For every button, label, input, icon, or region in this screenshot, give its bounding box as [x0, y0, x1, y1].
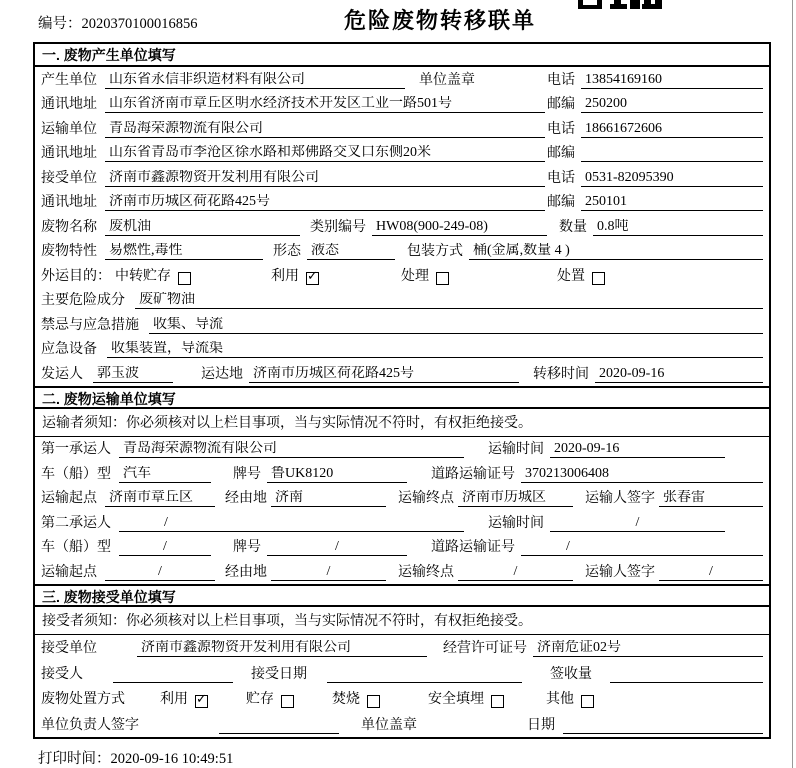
- carrier2-time-label: 运输时间: [488, 515, 544, 531]
- manifest-form: [33, 42, 771, 739]
- disposal-option-label: 焚烧: [332, 692, 360, 707]
- vehicle2-permit-value: /: [521, 539, 763, 556]
- emergency-equipment-row: [35, 337, 769, 362]
- print-time: [38, 747, 233, 768]
- route1-start-value: 济南市章丘区: [105, 490, 215, 507]
- document-number-value: 2020370100016856: [81, 16, 198, 32]
- section1-header: 一. 废物产生单位填写: [35, 44, 769, 67]
- waste-qty-value: 0.8吨: [593, 219, 763, 236]
- checkmark: ✓: [307, 268, 318, 284]
- operating-permit-label: 经营许可证号: [443, 641, 527, 656]
- vehicle2-permit-label: 道路运输证号: [431, 540, 515, 555]
- vehicle1-plate-label: 牌号: [233, 466, 261, 482]
- carrier2-row: [35, 510, 769, 535]
- transporter-value: 青岛海荣源物流有限公司: [105, 121, 545, 138]
- purpose-option-treat: [401, 269, 449, 285]
- transporter-label: 运输单位: [41, 121, 97, 137]
- waste-form-value: 液态: [307, 243, 395, 260]
- producer-value: 山东省永信非织造材料有限公司: [105, 72, 405, 89]
- purpose-option-label: 中转贮存: [115, 268, 171, 284]
- acceptor-value: [113, 666, 233, 683]
- producer-zip-value: 250200: [581, 96, 763, 113]
- dispatcher-label: 发运人: [41, 366, 83, 382]
- destination-label: 运达地: [201, 366, 243, 382]
- responsible-signature-label: 单位负责人签字: [41, 717, 139, 733]
- operating-permit-value: 济南危证02号: [533, 640, 763, 657]
- transfer-time-label: 转移时间: [533, 366, 589, 382]
- dispatcher-value: 郭玉波: [93, 366, 173, 383]
- carrier1-row: [35, 437, 769, 462]
- dispatch-row: [35, 361, 769, 386]
- emergency-equipment-label: 应急设备: [41, 342, 97, 357]
- carrier1-time-label: 运输时间: [488, 442, 544, 457]
- checkbox: [367, 695, 380, 708]
- waste-name-label: 废物名称: [41, 219, 97, 235]
- disposal-method-row: [35, 686, 769, 712]
- transporter-zip-value: [581, 145, 763, 162]
- hazard-components-value: 废矿物油: [135, 292, 763, 309]
- route2-sign-label: 运输人签字: [585, 564, 655, 580]
- signed-quantity-value: [610, 666, 763, 683]
- waste-props-value: 易燃性,毒性: [105, 243, 263, 260]
- seal-date-value: [563, 717, 763, 734]
- waste-name-row: [35, 214, 769, 239]
- transporter-phone-label: 电话: [547, 121, 575, 137]
- vehicle2-plate-label: 牌号: [233, 540, 261, 555]
- producer-row: [35, 67, 769, 92]
- waste-props-row: [35, 239, 769, 264]
- page-title: 危险废物转移联单: [343, 8, 536, 33]
- disposal-option-label: 安全填埋: [428, 692, 484, 707]
- signature-row: [35, 711, 769, 737]
- producer-phone-value: 13854169160: [581, 72, 763, 89]
- route1-end-label: 运输终点: [398, 491, 454, 506]
- receiver-row: [35, 165, 769, 190]
- route1-via-value: 济南: [271, 490, 386, 507]
- route1-sign-value: 张春雷: [659, 490, 763, 507]
- carrier2-time-value: /: [550, 515, 725, 532]
- route2-via-value: /: [271, 564, 386, 581]
- receiver-zip-value: 250101: [581, 194, 763, 211]
- disposal-option-label: 其他: [546, 692, 574, 707]
- accept-date-label: 接受日期: [251, 666, 307, 682]
- waste-code-label: 类别编号: [310, 219, 366, 235]
- acceptor-label: 接受人: [41, 666, 83, 682]
- producer-seal-label: 单位盖章: [419, 72, 475, 88]
- section2-header: 二. 废物运输单位填写: [35, 386, 769, 409]
- vehicle1-type-value: 汽车: [119, 466, 211, 483]
- unit-seal-label: 单位盖章: [361, 717, 417, 733]
- carrier1-label: 第一承运人: [41, 442, 111, 457]
- qr-code-fragment-icon: [578, 0, 662, 9]
- receiver-value: 济南市鑫源物资开发利用有限公司: [105, 170, 545, 187]
- disposal-method-label: 废物处置方式: [41, 692, 125, 707]
- transfer-purpose-label: 外运目的：: [41, 268, 111, 284]
- waste-qty-label: 数量: [559, 219, 587, 235]
- route2-sign-value: /: [659, 564, 763, 581]
- taboo-measures-value: 收集、导流: [149, 317, 763, 334]
- route2-via-label: 经由地: [225, 564, 267, 580]
- purpose-option-label: 利用: [271, 268, 299, 284]
- transporter-address-row: [35, 141, 769, 166]
- receiver-phone-value: 0531-82095390: [581, 170, 763, 187]
- waste-code-value: HW08(900-249-08): [372, 219, 547, 236]
- vehicle1-permit-value: 370213006408: [521, 466, 763, 483]
- vehicle1-permit-label: 道路运输证号: [431, 466, 515, 482]
- receiver-address-row: [35, 190, 769, 215]
- disposal-option-other: [546, 692, 594, 708]
- print-time-label: 打印时间：: [38, 751, 111, 767]
- receiver-address-value: 济南市历城区荷花路425号: [105, 194, 545, 211]
- route1-row: [35, 486, 769, 511]
- purpose-option-utilize: [271, 269, 319, 285]
- receive-unit-value: 济南市鑫源物资开发利用有限公司: [137, 640, 427, 657]
- transfer-time-value: 2020-09-16: [595, 366, 763, 383]
- vehicle2-type-label: 车（船）型: [41, 540, 111, 555]
- route2-end-label: 运输终点: [398, 564, 454, 580]
- transporter-address-label: 通讯地址: [41, 146, 97, 161]
- producer-label: 产生单位: [41, 72, 97, 88]
- transporter-zip-label: 邮编: [547, 146, 575, 161]
- vehicle2-type-value: /: [119, 539, 211, 556]
- purpose-option-transfer-storage: [115, 269, 191, 285]
- waste-pack-value: 桶(金属,数量 4 ): [469, 243, 763, 260]
- route1-via-label: 经由地: [225, 491, 267, 506]
- section3-header: 三. 废物接受单位填写: [35, 584, 769, 607]
- receive-unit-label: 接受单位: [41, 641, 97, 656]
- purpose-option-dispose: [557, 269, 605, 285]
- checkbox: [436, 272, 449, 285]
- carrier1-time-value: 2020-09-16: [550, 441, 725, 458]
- disposal-option-utilize: [160, 692, 208, 708]
- route2-start-label: 运输起点: [41, 564, 97, 580]
- receive-unit-row: [35, 635, 769, 661]
- seal-date-label: 日期: [527, 717, 555, 733]
- transporter-phone-value: 18661672606: [581, 121, 763, 138]
- carrier1-value: 青岛海荣源物流有限公司: [119, 441, 464, 458]
- checkbox: [581, 695, 594, 708]
- route1-sign-label: 运输人签字: [585, 491, 655, 506]
- accept-row: [35, 660, 769, 686]
- disposal-option-landfill: [428, 692, 504, 708]
- producer-address-value: 山东省济南市章丘区明水经济技术开发区工业一路501号: [105, 96, 545, 113]
- receiver-zip-label: 邮编: [547, 195, 575, 210]
- disposal-option-incinerate: [332, 692, 380, 708]
- disposal-option-store: [246, 692, 294, 708]
- producer-phone-label: 电话: [547, 72, 575, 88]
- carrier2-value: /: [119, 515, 464, 532]
- section2-notice: 运输者须知：你必须核对以上栏目事项，当与实际情况不符时，有权拒绝接受。: [35, 409, 769, 437]
- waste-pack-label: 包装方式: [407, 244, 463, 259]
- disposal-option-label: 利用: [160, 692, 188, 707]
- vehicle2-plate-value: /: [267, 539, 407, 556]
- receiver-phone-label: 电话: [547, 170, 575, 186]
- vehicle1-row: [35, 461, 769, 486]
- purpose-option-label: 处置: [557, 268, 585, 284]
- disposal-option-label: 贮存: [246, 692, 274, 707]
- checkbox: [491, 695, 504, 708]
- waste-form-label: 形态: [273, 244, 301, 259]
- route2-row: [35, 559, 769, 584]
- transfer-purpose-row: [35, 263, 769, 288]
- waste-name-value: 废机油: [105, 219, 300, 236]
- producer-address-row: [35, 92, 769, 117]
- taboo-measures-row: [35, 312, 769, 337]
- carrier2-label: 第二承运人: [41, 515, 111, 531]
- checkbox: [178, 272, 191, 285]
- taboo-measures-label: 禁忌与应急措施: [41, 317, 139, 333]
- emergency-equipment-value: 收集装置，导流渠: [107, 341, 763, 358]
- hazard-components-label: 主要危险成分: [41, 293, 125, 308]
- transporter-address-value: 山东省青岛市李沧区徐水路和郑佛路交叉口东侧20米: [105, 145, 545, 162]
- checkbox-checked: [306, 268, 319, 285]
- print-time-value: 2020-09-16 10:49:51: [110, 751, 234, 767]
- purpose-option-label: 处理: [401, 268, 429, 284]
- transporter-row: [35, 116, 769, 141]
- signed-quantity-label: 签收量: [550, 666, 592, 682]
- receiver-address-label: 通讯地址: [41, 195, 97, 210]
- responsible-signature-value: [219, 717, 339, 734]
- document-number-label: 编号：: [38, 16, 82, 32]
- producer-zip-label: 邮编: [547, 97, 575, 112]
- route1-start-label: 运输起点: [41, 491, 97, 506]
- route2-end-value: /: [458, 564, 573, 581]
- vehicle1-plate-value: 鲁UK8120: [267, 466, 407, 483]
- receiver-label: 接受单位: [41, 170, 97, 186]
- checkbox: [592, 272, 605, 285]
- checkmark: ✓: [196, 692, 207, 707]
- checkbox-checked: [195, 692, 208, 708]
- accept-date-value: [327, 666, 522, 683]
- waste-props-label: 废物特性: [41, 244, 97, 259]
- destination-value: 济南市历城区荷花路425号: [249, 366, 519, 383]
- section3-notice: 接受者须知：你必须核对以上栏目事项，当与实际情况不符时，有权拒绝接受。: [35, 607, 769, 635]
- checkbox: [281, 695, 294, 708]
- vehicle2-row: [35, 535, 769, 560]
- hazard-components-row: [35, 288, 769, 313]
- page-edge-line: [792, 0, 793, 768]
- route2-start-value: /: [105, 564, 215, 581]
- producer-address-label: 通讯地址: [41, 97, 97, 112]
- vehicle1-type-label: 车（船）型: [41, 466, 111, 482]
- route1-end-value: 济南市历城区: [458, 490, 573, 507]
